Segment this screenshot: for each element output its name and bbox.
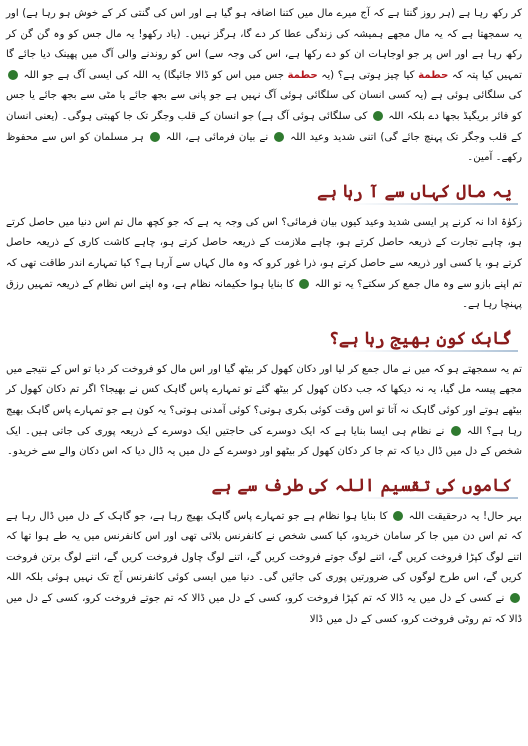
heading-rule	[348, 350, 518, 352]
paragraph-division-of-work	[6, 507, 522, 631]
text-run: کیا چیز ہوتی ہے؟ (یہ	[317, 69, 419, 81]
text-run: نے بیان فرمائی ہے، اللہ	[161, 131, 273, 143]
salutation-seal-icon	[8, 70, 18, 80]
heading-rule	[348, 203, 518, 205]
text-run: کا بنایا ہوا حکیمانہ نظام ہے، وہ اپنے اس نظام کے ذریعہ تمہیں رزق پہنچا رہا ہے۔	[6, 278, 522, 311]
salutation-seal-icon	[393, 511, 403, 521]
hutama-term: حطمة	[418, 69, 449, 81]
text-run: بہر حال! یہ درحقیقت اللہ	[405, 510, 522, 522]
salutation-seal-icon	[373, 111, 383, 121]
hutama-term: حطمة	[287, 69, 318, 81]
section-heading	[6, 469, 518, 503]
section-heading	[6, 175, 518, 209]
heading-text: گاہک کون بھیج رہا ہے؟	[328, 328, 512, 349]
salutation-seal-icon	[299, 279, 309, 289]
text-run: کر رکھ رہا ہے (ہر روز گنتا ہے کہ آج میرے مال میں کتنا اضافہ ہو گیا ہے اور اس کی گنتی کر کے خوش ہو رہا ہے) اور یہ سمجھتا ہے کہ یہ مال مجھے ہمیشہ کی زندگی عطا کر دے گا، ہرگز نہیں۔ (یاد رکھو! یہ مال جس کو وہ گن گن کر رکھ رہا ہے اور اس پر جو اوجاہات ان کو دے رکھا ہے، اس کی وجہ سے) اس کو روندنے والی آگ میں پھینک دیا جائے گا تمہیں کیا پتہ کہ	[6, 8, 522, 81]
paragraph-customer	[6, 360, 522, 463]
text-run: کی سلگائی ہوئی ہے (یہ کسی انسان کی سلگائی ہوئی آگ نہیں ہے جو پانی سے بجھ جائے یا مٹی سے بجھ جائے یا جس کو فائر بریگیڈ بجھا دے بلکہ اللہ	[6, 90, 522, 122]
text-run: نے کسی کے دل میں یہ ڈالا کہ تم کپڑا فروخت کرو، کسی کے دل میں ڈالا کہ تم جوتے فروخت کرو، کسی کے دل میں ڈالا کہ تم روٹی فروخت کرو، کسی کے دل میں ڈالا	[6, 593, 522, 625]
heading-rule	[348, 497, 518, 499]
text-run: کی سلگائی ہوئی آگ ہے) جو انسان کے قلب وجگر تک جا کھبتی ہوگی۔ (یعنی انسان کے قلب وجگر تک پہنچ جائے گی) اتنی شدید وعید اللہ	[6, 110, 522, 143]
salutation-seal-icon	[510, 593, 520, 603]
salutation-seal-icon	[274, 132, 284, 142]
text-run: کا بنایا ہوا نظام ہے جو تمہارے پاس گاہک بھیج رہا ہے، جو گاہک کے دل میں ڈال رہا ہے کہ تم اس دن میں جا کر سامان خریدو، کیا کسی شخص نے کانفرنس بلائی تھی اور اس کانفرنس میں یہ طے ہوا تھا کہ اتنے لوگ کپڑا فروخت کریں گے، اتنے لوگ جوتے فروخت کریں گے، اتنے لوگ چاول فروخت کریں گے، اتنے لوگ برتن فروخت کریں گے، اس طرح لوگوں کی ضرورتیں پوری کی جائیں گی۔ دنیا میں ایسی کوئی کانفرنس آج تک نہیں ہوئی بلکہ اللہ	[6, 510, 522, 584]
text-run: زکوٰۃ ادا نہ کرنے پر ایسی شدید وعید کیوں بیان فرمائی؟ اس کی وجہ یہ ہے کہ جو کچھ مال تم اس دنیا میں حاصل کرتے ہو، چاہے تجارت کے ذریعہ حاصل کرتے ہو، چاہے ملازمت کے ذریعہ حاصل کرتے ہو، چاہے کاشت کاری کے ذریعہ حاصل کرتے ہو، یا کسی اور ذریعہ سے حاصل کرتے ہو، ذرا غور کرو کہ وہ مال کہاں سے آرہا ہے؟ کیا تمہارے اندر طاقت تھی کہ تم اپنے بازو سے وہ مال جمع کر سکتے؟ یہ تو اللہ	[6, 216, 522, 290]
heading-text: یہ مال کہاں سے آ رہا ہے	[317, 181, 512, 202]
heading-text: کاموں کی تقسیم اللہ کی طرف سے ہے	[211, 475, 512, 496]
salutation-seal-icon	[150, 132, 160, 142]
paragraph-wealth-source	[6, 213, 522, 316]
paragraph-hutama	[6, 4, 522, 169]
text-run: نے نظام ہی ایسا بنایا ہے کہ ایک دوسرے کی حاجتیں ایک دوسرے کے ذریعہ پوری کی جاتی ہیں۔ ایک شخص کے دل میں ڈال دیا کہ تم جا کر دکان کھول کر بیٹھو اور دوسرے کے دل میں یہ ڈال دیا کہ اس دکان والے سے خریدو۔	[6, 425, 522, 458]
text-run: تم یہ سمجھتے ہو کہ میں نے مال جمع کر لیا اور دکان کھول کر بیٹھ گیا اور اس مال کو فروخت کر دیا تو اس کے نتیجے میں مجھے پیسہ مل گیا، یہ نہ دیکھا کہ جب دکان کھول کر بیٹھ گئے تو تمہارے پاس گاہک کس نے بھیجا؟ اگر تم دکان کھول کر بیٹھے ہوتے اور کوئی گاہک نہ آتا تو اس وقت کوئی بکری ہوتی؟ کوئی آمدنی ہوتی؟ یہ کون ہے جو تمہارے پاس گاہک بھیج رہا ہے؟ اللہ	[6, 363, 522, 437]
section-heading	[6, 322, 518, 356]
text-run: ہر مسلمان کو اس سے محفوظ رکھے۔ آمین۔	[6, 131, 522, 164]
text-run: جس میں اس کو ڈالا جائیگا) یہ اللہ کی ایسی آگ ہے جو اللہ	[20, 69, 288, 81]
salutation-seal-icon	[451, 426, 461, 436]
